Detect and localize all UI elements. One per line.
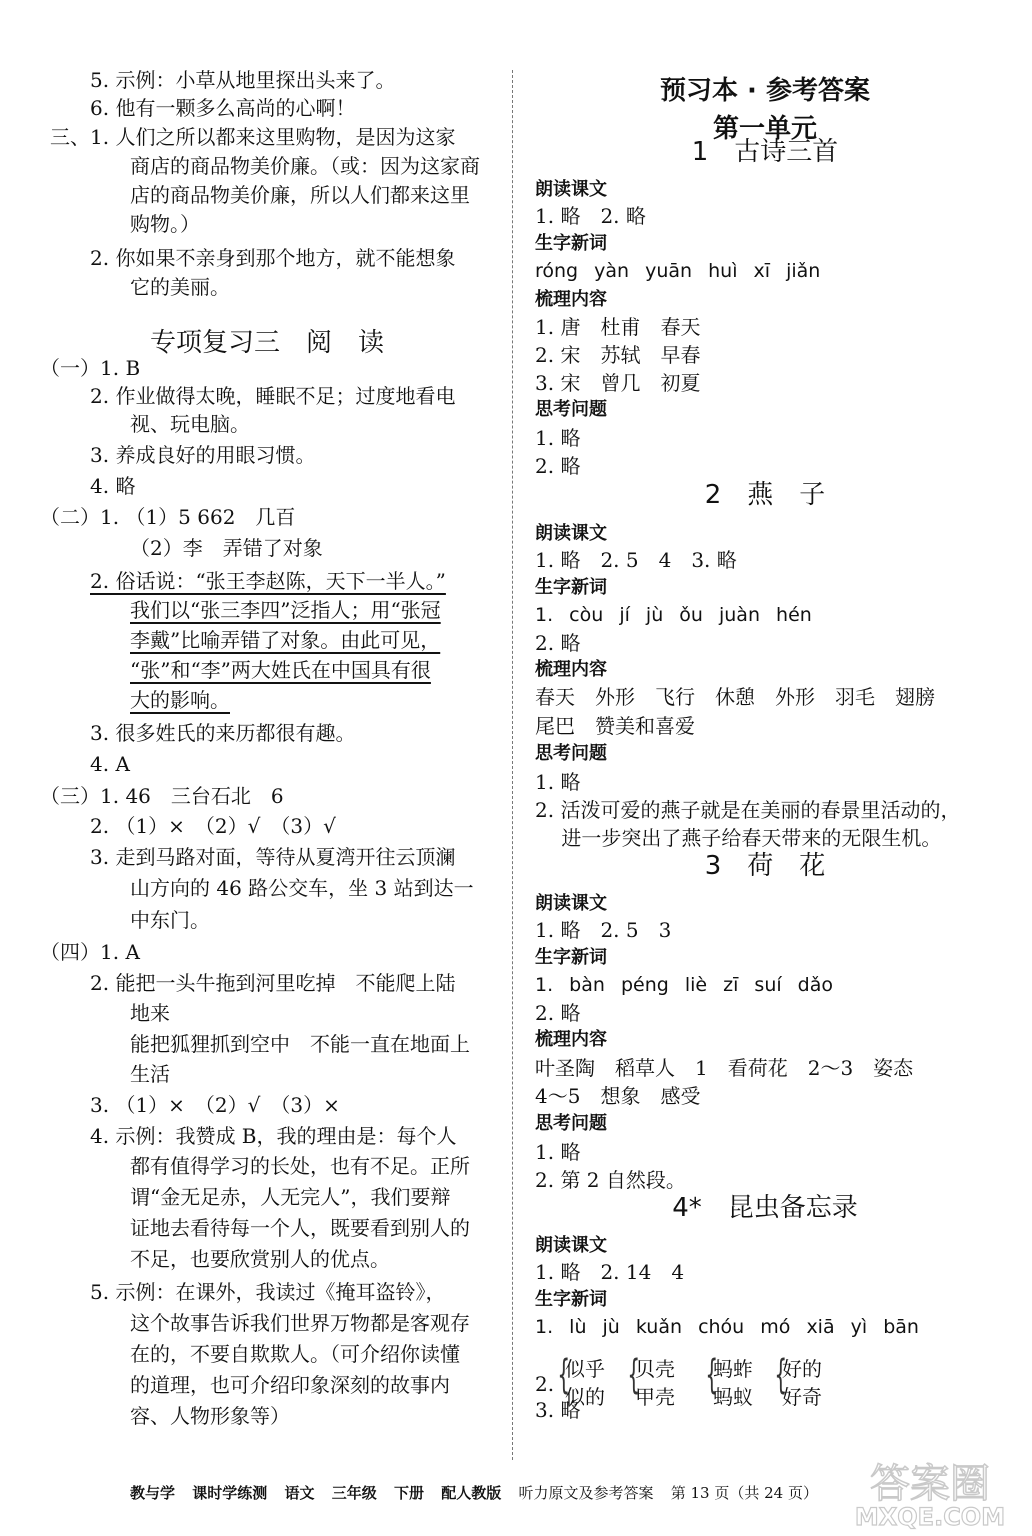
answer-line: 1. 唐 杜甫 春天 — [535, 315, 701, 339]
answer-line: 不足，也要欣赏别人的优点。 — [130, 1247, 390, 1271]
brace-mark: { — [627, 1352, 641, 1398]
answer-line: 2. 宋 苏轼 早春 — [535, 343, 701, 367]
answer-line: 证地去看待每一个人，既要看到别人的 — [130, 1216, 470, 1240]
answer-line: 6. 他有一颗多么高尚的心啊！ — [90, 96, 356, 120]
section-heading: 朗读课文 — [535, 893, 607, 914]
section-heading: 生字新词 — [535, 947, 607, 968]
lesson-title: 4* 昆虫备忘录 — [672, 1193, 858, 1223]
footer-brand: 教与学 — [130, 1484, 176, 1502]
column-divider — [512, 70, 513, 1460]
answer-line: 1. 略 2. 略 — [535, 204, 646, 228]
section-heading: 朗读课文 — [535, 1235, 607, 1256]
answer-line: 2. 略 — [535, 454, 581, 478]
answer-line: 1. 略 2. 5 3 — [535, 918, 672, 942]
footer-term: 下册 — [394, 1484, 425, 1502]
answer-line: 2. 略 — [535, 631, 581, 655]
bracket-word: 蚂蚁 — [713, 1385, 753, 1409]
answer-line: 它的美丽。 — [130, 275, 230, 299]
bracket-word: 好奇 — [782, 1385, 822, 1409]
answer-line: 1. 略 — [535, 426, 581, 450]
answer-line: 购物。） — [130, 212, 200, 236]
answer-line: 三、1. 人们之所以都来这里购物，是因为这家 — [50, 125, 456, 149]
answer-line: 这个故事告诉我们世界万物都是客观存 — [130, 1311, 470, 1335]
answer-line: 1. bàn péng liè zī suí dǎo — [535, 974, 834, 996]
answer-line: （二）1. （1）5 662 几百 — [40, 505, 296, 529]
section-heading: 朗读课文 — [535, 179, 607, 200]
answer-line: 3. 走到马路对面，等待从夏湾开往云顶澜 — [90, 845, 456, 869]
footer-page-number: 第 13 页（共 24 页） — [670, 1484, 818, 1502]
answer-line: 2. 作业做得太晚，睡眠不足；过度地看电 — [90, 384, 456, 408]
answer-line: （四）1. A — [40, 940, 140, 964]
footer-subject: 语文 — [284, 1484, 315, 1502]
answer-line: 1. 略 2. 14 4 — [535, 1260, 685, 1284]
footer-series: 课时学练测 — [192, 1484, 268, 1502]
answer-line: 商店的商品物美价廉。（或：因为这家商 — [130, 154, 480, 178]
section-heading: 生字新词 — [535, 1289, 607, 1310]
answer-line: 2. 第 2 自然段。 — [535, 1168, 686, 1192]
answer-line: 4. 略 — [90, 474, 136, 498]
answer-line: 大的影响。 — [130, 688, 230, 712]
lesson-title: 1 古诗三首 — [691, 137, 839, 167]
answer-line: 谓“金无足赤，人无完人”，我们要辩 — [130, 1185, 451, 1209]
lesson-title: 3 荷 花 — [704, 851, 826, 881]
answer-line: 3. 略 — [535, 1398, 581, 1422]
answer-line: “张”和“李”两大姓氏在中国具有很 — [130, 658, 431, 682]
answer-line: 4. 示例：我赞成 B，我的理由是：每个人 — [90, 1124, 457, 1148]
answer-line: 1. 略 2. 5 4 3. 略 — [535, 548, 737, 572]
answer-line: 春天 外形 飞行 休憩 外形 羽毛 翅膀 — [535, 685, 935, 709]
watermark-logo — [835, 1455, 1025, 1530]
bracket-word: 似乎 — [565, 1357, 605, 1381]
bracket-word: 贝壳 — [635, 1357, 675, 1381]
answer-line: 在的，不要自欺欺人。（可介绍你读懂 — [130, 1342, 460, 1366]
brace-mark: { — [705, 1352, 719, 1398]
answer-line: （一）1. B — [40, 356, 141, 380]
answer-line: 3. 很多姓氏的来历都很有趣。 — [90, 721, 356, 745]
unit-title: 第一单元 — [712, 114, 817, 144]
answer-line: 能把狐狸抓到空中 不能一直在地面上 — [130, 1032, 470, 1056]
answer-line: 2. 略 — [535, 1001, 581, 1025]
answer-line: 店的商品物美价廉，所以人们都来这里 — [130, 183, 470, 207]
answer-line: 2. 俗话说：“张王李赵陈，天下一半人。” — [90, 569, 446, 593]
section-heading: 梳理内容 — [535, 659, 607, 680]
answer-line: 李戴”比喻弄错了对象。由此可见， — [130, 628, 441, 652]
answer-line: 容、人物形象等） — [130, 1404, 290, 1428]
page-footer — [130, 1482, 830, 1503]
answer-line: 都有值得学习的长处，也有不足。正所 — [130, 1154, 470, 1178]
bracket-word: 蚂蚱 — [713, 1357, 753, 1381]
answer-line: 5. 示例：在课外，我读过《掩耳盗铃》， — [90, 1280, 446, 1304]
answer-line: 尾巴 赞美和喜爱 — [535, 714, 695, 738]
bracket-label: 2. — [535, 1372, 555, 1396]
answer-line: 1. còu jí jù ǒu juàn hén — [535, 604, 812, 626]
section-heading: 朗读课文 — [535, 523, 607, 544]
answer-line: 2. （1）× （2）√ （3）√ — [90, 814, 336, 838]
answer-line: （2）李 弄错了对象 — [130, 536, 323, 560]
answer-line: 进一步突出了燕子给春天带来的无限生机。 — [535, 826, 942, 850]
answer-line: 1. lù jù kuǎn chóu mó xiā yì bān — [535, 1316, 919, 1338]
lesson-title: 2 燕 子 — [704, 480, 826, 510]
answer-line: 4. A — [90, 752, 130, 776]
section-heading: 思考问题 — [535, 743, 607, 764]
answer-line: 2. 你如果不亲身到那个地方，就不能想象 — [90, 246, 456, 270]
answer-line: （三）1. 46 三台石北 6 — [40, 784, 284, 808]
bracket-word: 似的 — [565, 1385, 605, 1409]
bracket-word: 甲壳 — [635, 1385, 675, 1409]
answer-line: 2. 活泼可爱的燕子就是在美丽的春景里活动的， — [535, 798, 961, 822]
section-heading: 梳理内容 — [535, 1029, 607, 1050]
answer-line: 地来 — [130, 1001, 170, 1025]
answer-line: 中东门。 — [130, 908, 210, 932]
answer-line: 我们以“张三李四”泛指人；用“张冠 — [130, 598, 441, 622]
main-title: 预习本 · 参考答案 — [660, 76, 870, 106]
section-heading: 思考问题 — [535, 399, 607, 420]
section-heading: 梳理内容 — [535, 289, 607, 310]
answer-line: 2. 能把一头牛拖到河里吃掉 不能爬上陆 — [90, 971, 456, 995]
answer-line: 3. （1）× （2）√ （3）× — [90, 1093, 340, 1117]
answer-line: 叶圣陶 稻草人 1 看荷花 2～3 姿态 — [535, 1056, 914, 1080]
answer-line: róng yàn yuān huì xī jiǎn — [535, 260, 821, 282]
answer-line: 山方向的 46 路公交车，坐 3 站到达一 — [130, 876, 474, 900]
answer-line: 4～5 想象 感受 — [535, 1084, 701, 1108]
watermark-url: MXQE.COM — [854, 1503, 1006, 1530]
answer-line: 生活 — [130, 1062, 170, 1086]
brace-mark: { — [774, 1352, 788, 1398]
section-heading: 生字新词 — [535, 233, 607, 254]
answer-line: 3. 宋 曾几 初夏 — [535, 371, 701, 395]
section-title: 专项复习三 阅 读 — [150, 328, 385, 358]
section-heading: 思考问题 — [535, 1113, 607, 1134]
answer-line: 的道理，也可介绍印象深刻的故事内 — [130, 1373, 450, 1397]
bracket-word: 好的 — [782, 1357, 822, 1381]
answer-line: 视、玩电脑。 — [130, 412, 250, 436]
answer-line: 3. 养成良好的用眼习惯。 — [90, 443, 316, 467]
answer-line: 1. 略 — [535, 1140, 581, 1164]
answer-line: 1. 略 — [535, 770, 581, 794]
footer-edition: 配人教版 — [441, 1484, 502, 1502]
answer-line: 5. 示例：小草从地里探出头来了。 — [90, 68, 396, 92]
watermark-text: 答案圈 — [870, 1461, 990, 1507]
footer-grade: 三年级 — [331, 1484, 377, 1502]
footer-section: 听力原文及参考答案 — [518, 1484, 654, 1502]
section-heading: 生字新词 — [535, 577, 607, 598]
brace-mark: { — [557, 1352, 571, 1398]
